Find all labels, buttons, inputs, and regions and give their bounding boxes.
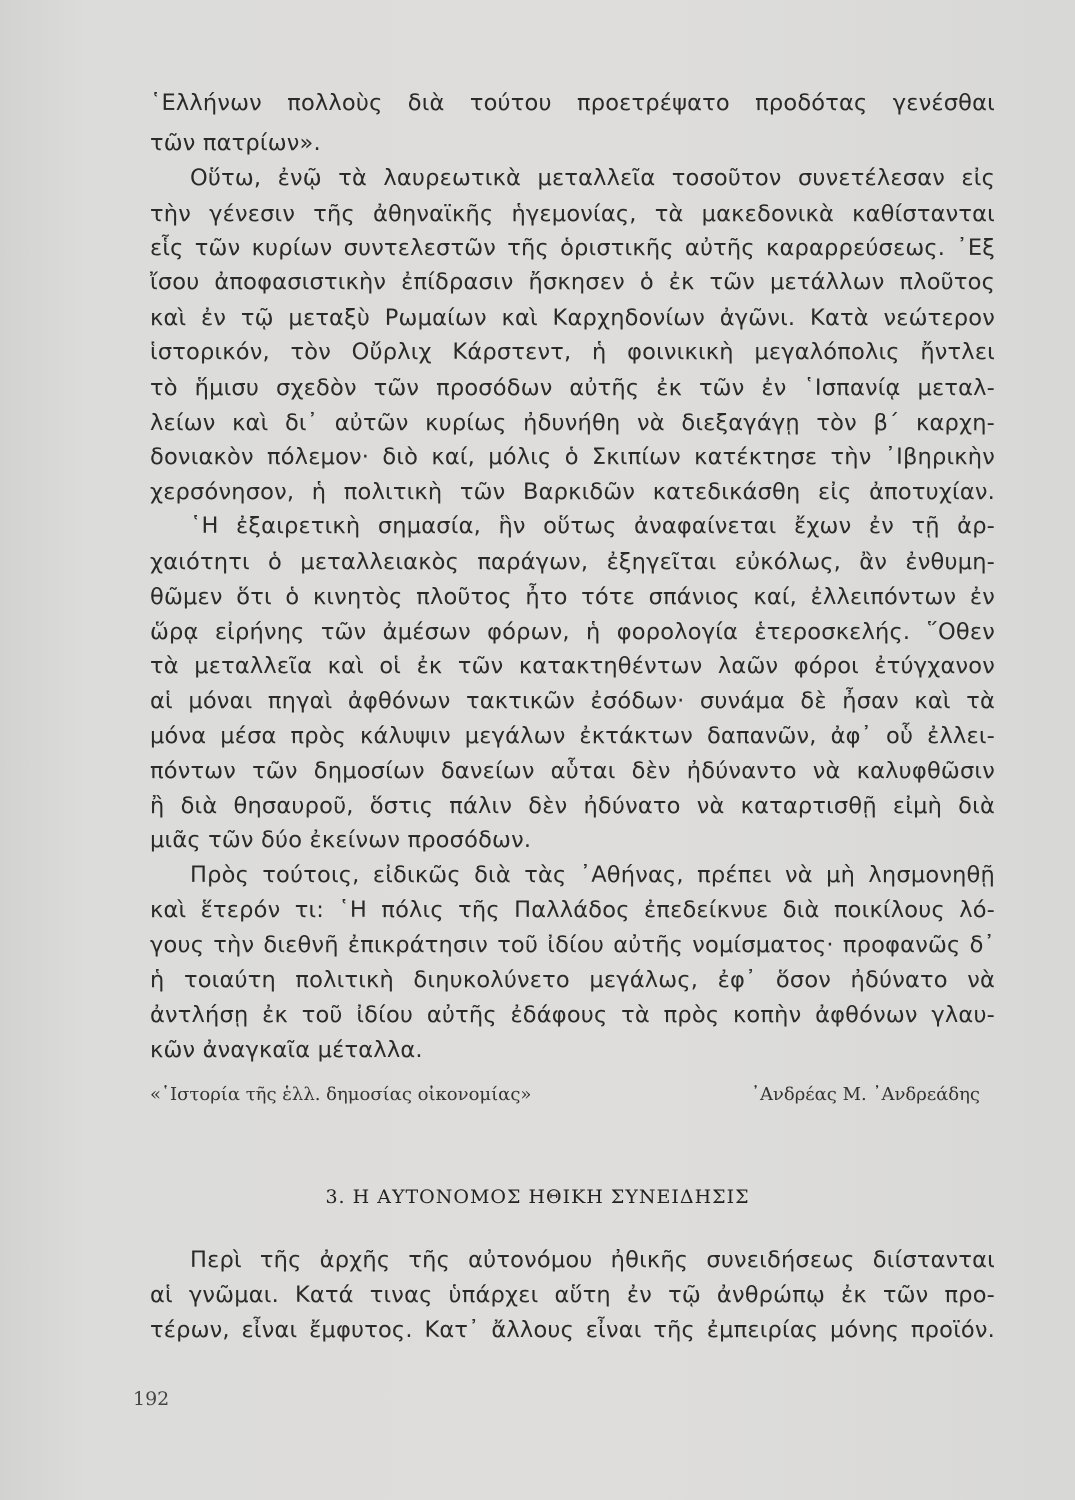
- text-line: ὥρᾳ εἰρήνης τῶν ἀμέσων φόρων, ἡ φορολογία ἑτεροσκελής. ῞Οθεν: [150, 619, 995, 645]
- text-line: τῶν πατρίων».: [150, 130, 321, 156]
- text-line: ἴσου ἀποφασιστικὴν ἐπίδρασιν ἤσκησεν ὁ ἐκ τῶν μετάλλων πλοῦτος: [150, 269, 995, 295]
- source-author: ᾿Ανδρέας Μ. ᾿Ανδρεάδης: [750, 1084, 980, 1105]
- text-line: δονιακὸν πόλεμον· διὸ καί, μόλις ὁ Σκιπίων κατέκτησε τὴν ᾿Ιβηρικὴν: [150, 444, 995, 470]
- section-heading: 3. Η ΑΥΤΟΝΟΜΟΣ ΗΘΙΚΗ ΣΥΝΕΙΔΗΣΙΣ: [325, 1186, 750, 1208]
- text-line: αἱ μόναι πηγαὶ ἀφθόνων τακτικῶν ἐσόδων· συνάμα δὲ ἦσαν καὶ τὰ: [150, 688, 995, 714]
- text-line: εἷς τῶν κυρίων συντελεστῶν τῆς ὁριστικῆς αὐτῆς καραρρεύσεως. ᾿Εξ: [150, 235, 995, 261]
- text-line: αἱ γνῶμαι. Κατά τινας ὑπάρχει αὕτη ἐν τῷ ἀνθρώπῳ ἐκ τῶν προ-: [150, 1282, 995, 1308]
- source-work-title: «῾Ιστορία τῆς ἑλλ. δημοσίας οἰκονομίας»: [150, 1084, 532, 1105]
- source-citation: [150, 1080, 980, 1110]
- text-line: τέρων, εἶναι ἔμφυτος. Κατ᾿ ἄλλους εἶναι τῆς ἐμπειρίας μόνης προϊόν.: [150, 1317, 995, 1343]
- text-line: γους τὴν διεθνῆ ἐπικράτησιν τοῦ ἰδίου αὐτῆς νομίσματος· προφανῶς δ᾿: [150, 932, 995, 958]
- text-line: ἡ τοιαύτη πολιτικὴ διηυκολύνετο μεγάλως, ἐφ᾿ ὅσον ἠδύνατο νὰ: [150, 967, 995, 993]
- text-line: ῾Ελλήνων πολλοὺς διὰ τούτου προετρέψατο προδότας γενέσθαι: [150, 90, 995, 116]
- page-number: 192: [133, 1388, 170, 1410]
- text-line: ἢ διὰ θησαυροῦ, ὅστις πάλιν δὲν ἠδύνατο νὰ καταρτισθῇ εἰμὴ διὰ: [150, 793, 995, 819]
- text-line: κῶν ἀναγκαῖα μέταλλα.: [150, 1037, 423, 1063]
- text-line: χαιότητι ὁ μεταλλειακὸς παράγων, ἐξηγεῖται εὐκόλως, ἂν ἐνθυμη-: [150, 549, 995, 575]
- text-line: καὶ ἕτερόν τι: ῾Η πόλις τῆς Παλλάδος ἐπεδείκνυε διὰ ποικίλους λό-: [150, 897, 995, 923]
- text-line: μιᾶς τῶν δύο ἐκείνων προσόδων.: [150, 827, 532, 853]
- text-line: λείων καὶ δι᾿ αὐτῶν κυρίως ἠδυνήθη νὰ διεξαγάγῃ τὸν β΄ καρχη-: [150, 410, 995, 436]
- text-line: ῾Η ἐξαιρετικὴ σημασία, ἣν οὕτως ἀναφαίνεται ἔχων ἐν τῇ ἀρ-: [190, 513, 995, 539]
- text-line: ἀντλήσῃ ἐκ τοῦ ἰδίου αὐτῆς ἐδάφους τὰ πρὸς κοπὴν ἀφθόνων γλαυ-: [150, 1002, 995, 1028]
- text-line: θῶμεν ὅτι ὁ κινητὸς πλοῦτος ἦτο τότε σπάνιος καί, ἐλλειπόντων ἐν: [150, 584, 995, 610]
- text-line: χερσόνησον, ἡ πολιτικὴ τῶν Βαρκιδῶν κατεδικάσθη εἰς ἀποτυχίαν.: [150, 479, 995, 505]
- text-line: πόντων τῶν δημοσίων δανείων αὗται δὲν ἠδύναντο νὰ καλυφθῶσιν: [150, 758, 995, 784]
- text-line: τὰ μεταλλεῖα καὶ οἱ ἐκ τῶν κατακτηθέντων λαῶν φόροι ἐτύγχανον: [150, 653, 995, 679]
- text-line: μόνα μέσα πρὸς κάλυψιν μεγάλων ἐκτάκτων δαπανῶν, ἀφ᾿ οὗ ἐλλει-: [150, 723, 995, 749]
- text-line: τὴν γένεσιν τῆς ἀθηναϊκῆς ἡγεμονίας, τὰ μακεδονικὰ καθίστανται: [150, 201, 995, 227]
- text-line: Περὶ τῆς ἀρχῆς τῆς αὐτονόμου ἠθικῆς συνειδήσεως διίστανται: [190, 1247, 995, 1273]
- text-line: Οὕτω, ἐνῷ τὰ λαυρεωτικὰ μεταλλεῖα τοσοῦτον συνετέλεσαν εἰς: [190, 165, 995, 191]
- text-line: ἱστορικόν, τὸν Οὔρλιχ Κάρστεντ, ἡ φοινικικὴ μεγαλόπολις ἤντλει: [150, 339, 995, 365]
- text-line: Πρὸς τούτοις, εἰδικῶς διὰ τὰς ᾿Αθήνας, πρέπει νὰ μὴ λησμονηθῇ: [190, 862, 995, 888]
- text-line: τὸ ἥμισυ σχεδὸν τῶν προσόδων αὐτῆς ἐκ τῶν ἐν ῾Ισπανίᾳ μεταλ-: [150, 375, 995, 401]
- text-line: καὶ ἐν τῷ μεταξὺ Ρωμαίων καὶ Καρχηδονίων ἀγῶνι. Κατὰ νεώτερον: [150, 305, 995, 331]
